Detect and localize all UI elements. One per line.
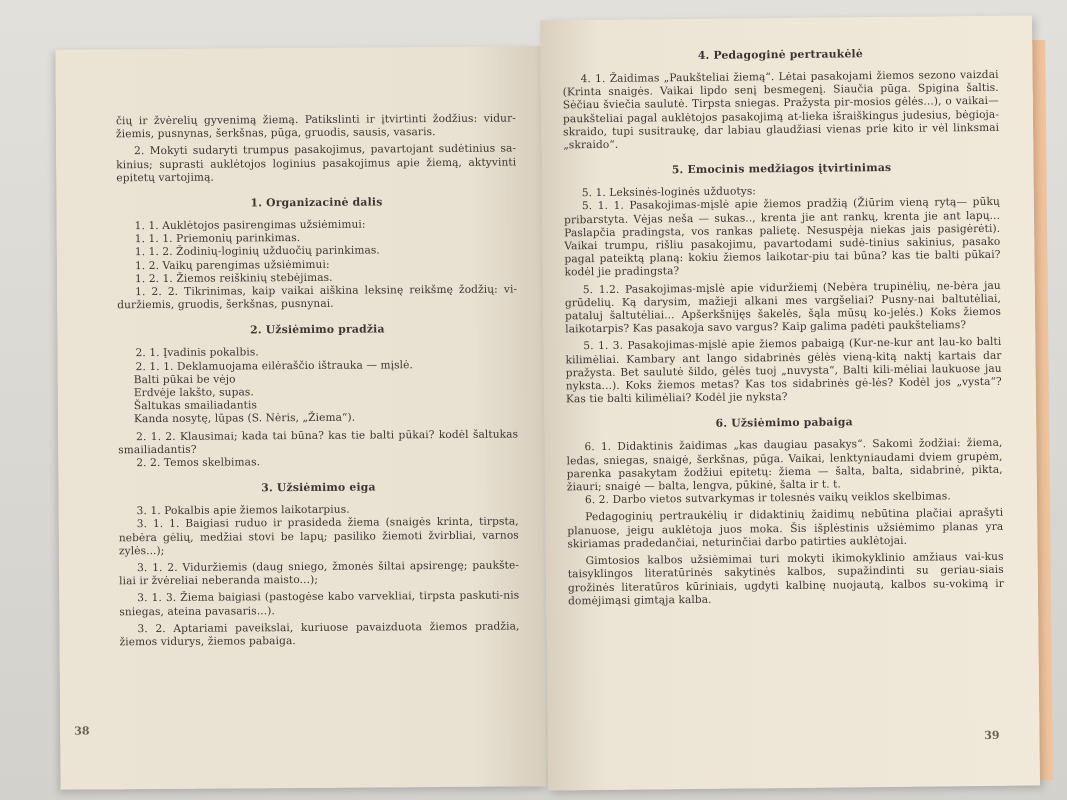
plan-line: 5. 1. Leksinės-loginės užduotys: [581, 185, 757, 200]
plan-line: 6. 2. Darbo vietos sutvarkymas ir tolesnės vaikų veiklos skelbimas. [584, 490, 951, 507]
verse-line: Erdvėje lakšto, supas. [133, 386, 254, 400]
plan-paragraph: Pedagoginių pertraukėlių ir didaktinių žaidimų nebūtina plačiai aprašyti planuose, jeigu auklėtoja juos moka. Šis išplėstinis užsiėmimo planas yra skiriamas pradedančiai, neturinčiai darbo patirties auklėtojai. [567, 507, 1004, 551]
section-heading: 2. Užsiėmimo pradžia [250, 322, 385, 337]
page-number: 39 [984, 728, 1000, 742]
left-page-text [116, 112, 520, 649]
plan-line: 3. 1. 1. Baigiasi ruduo ir prasideda žiema (snaigės krinta, tirpsta, nebėra gėlių, medžiai stovi be lapų; pasiliko žiemoti žvirbliai, varnos zylės...); [118, 515, 519, 558]
plan-line: 1. 1. Auklėtojos pasirengimas užsiėmimui: [134, 218, 366, 233]
page-number: 38 [74, 724, 90, 738]
plan-line: 1. 1. 2. Žodinių-loginių užduočių parinkimas. [134, 244, 380, 259]
plan-paragraph: Gimtosios kalbos užsiėmimai turi mokyti ikimokyklinio amžiaus vai-kus taisyklingos literatūrinės sakytinės kalbos, supažindinti su geriau-siais grožinės literatūros kūriniais, ugdyti kalbinę nuojautą, kalbos su-vokimą ir domėjimąsi gimtąja kalba. [567, 550, 1004, 608]
plan-line: 2. 1. 2. Klausimai; kada tai būna? kas tie balti pūkai? kodėl šaltukas smailiadantis? [118, 428, 519, 457]
plan-paragraph: 5. 1. 3. Pasakojimas-mįslė apie žiemos pabaigą (Kur-ne-kur ant lau-ko balti kilimėliai. Kambary ant lango sidabrinės gėlės vieną-kitą naktį kartais dar pražysta. Bet saulutė šildo, gėlės tuoj „nuvysta“, Balti kili-mėliai laukuose jau nyksta...). Koks žiemos metas? Kas tos sidabrinės gė-lės? Kodėl jos „vysta“? Kas tie balti kilimėliai? Kodėl jie nyksta? [565, 336, 1002, 406]
intro-paragraph: 2. Mokyti sudaryti trumpus pasakojimus, pavartojant sudėtinius sa-kinius; suprasti auklėtojos loginius pasakojimus apie žiemą, aktyvinti epitetų vartojimą. [116, 142, 517, 185]
verse-line: Kanda nosytę, lūpas (S. Nėris, „Žiema“). [133, 412, 356, 426]
plan-line: 1. 1. 1. Priemonių parinkimas. [134, 232, 301, 246]
verse-line: Šaltukas smailiadantis [133, 399, 258, 413]
plan-line: 2. 2. Temos skelbimas. [136, 456, 261, 470]
plan-paragraph: 5. 1.2. Pasakojimas-mįslė apie viduržiemį (Nebėra trupinėlių, ne-bėra jau grūdelių. Ką darysim, mažieji alkani mes vargšeliai? Pusny-nai baltutėliai, pataluj šaltutėliai... Apšerkšnijęs šakelės, šąla mūsų ko-jelės.) Koks žiemos laikotarpis? Kas pasakoja savo vargus? Kaip galima padėti paukšteliams? [564, 279, 1002, 336]
plan-paragraph: 6. 1. Didaktinis žaidimas „kas daugiau pasakys“. Sakomi žodžiai: žiema, ledas, sniegas, snaigė, šerkšnas, pūga. Vaikai, lenktyniaudami dviem grupėm, parenka pasakytam žodžiui epitetų: žiema — šalta, balta, sidabrinė, pikta, žiauri; snaigė — balta, lengva, pūkinė, šalta ir t. t. [566, 437, 1003, 494]
plan-paragraph: 4. 1. Žaidimas „Paukšteliai žiemą“. Lėtai pasakojami žiemos sezono vaizdai (Krinta snaigės. Vaikai lipdo senį besmegenį. Siaučia pūga. Spigina šaltis. Sėčiau šviečia saulutė. Tirpsta sniegas. Pražysta pir-mosios gėlės...), o vaikai—paukšteliai pagal auklėtojos pasakojimą at-lieka išraiškingus judesius, bėgioja-skraido, tupi susitraukę, dar labiau glaudžiasi vienas prie kito ir vėl linksmai „skraido“. [562, 68, 1000, 152]
intro-paragraph: čių ir žvėrelių gyvenimą žiemą. Patikslinti ir įtvirtinti žodžius: vidur-žiemis, pusnynas, šerkšnas, pūga, gruodis, sausis, vasaris. [115, 112, 516, 141]
plan-line: 2. 1. Įvadinis pokalbis. [135, 346, 259, 360]
section-heading: 1. Organizacinė dalis [250, 195, 383, 210]
plan-line: 3. 1. Pokalbis apie žiemos laikotarpius. [136, 503, 350, 518]
plan-line: 2. 1. 1. Deklamuojama eilėraščio ištrauka — mįslė. [135, 358, 414, 373]
plan-line: 1. 2. 2. Tikrinimas, kaip vaikai aiškina leksinę reikšmę žodžių: vi-duržiemis, gruodis, šerkšnas, pusnynai. [117, 283, 518, 312]
plan-paragraph: 5. 1. 1. Pasakojimas-mįslė apie žiemos pradžią (Žiūrim vieną rytą— pūkų pribarstyta. Vėjas neša — sukas.., krenta jie ant rankų, krenta jie ant lapų... Paslapčia pradingsta, vos rankas palietę. Nesuspėja niekas jais pasigėrėti). Vaikai trumpu, rišliu pasakojimu, pavartodami sudė-tinius sakinius, pasako pagal pateiktą planą: kokiu žiemos laikotar-piu tai būna? kas tie balti pūkai? kodėl jie pradingsta? [564, 196, 1001, 279]
section-heading: 3. Užsiėmimo eiga [261, 480, 376, 495]
right-page-text [562, 44, 1004, 608]
section-heading: 5. Emocinis medžiagos įtvirtinimas [671, 161, 892, 177]
plan-line: 3. 1. 2. Viduržiemis (daug sniego, žmonės šiltai apsirengę; paukšte-liai ir žvėreliai neberanda maisto...); [119, 559, 520, 588]
plan-line: 3. 2. Aptariami paveikslai, kuriuose pavaizduota žiemos pradžia, žiemos vidurys, žiemos pabaiga. [119, 620, 520, 649]
left-page [55, 46, 546, 789]
verse-line: Balti pūkai be vėjo [133, 373, 236, 387]
section-heading: 6. Užsiėmimo pabaiga [715, 415, 853, 431]
plan-line: 1. 2. Vaikų parengimas užsiėmimui: [134, 258, 330, 272]
right-page [540, 15, 1040, 790]
plan-line: 1. 2. 1. Žiemos reiškinių stebėjimas. [134, 271, 333, 285]
plan-line: 3. 1. 3. Žiema baigiasi (pastogėse kabo varvekliai, tirpsta paskuti-nis sniegas, ateina pavasaris...). [119, 589, 520, 618]
section-heading: 4. Pedagoginė pertraukėlė [697, 47, 863, 62]
